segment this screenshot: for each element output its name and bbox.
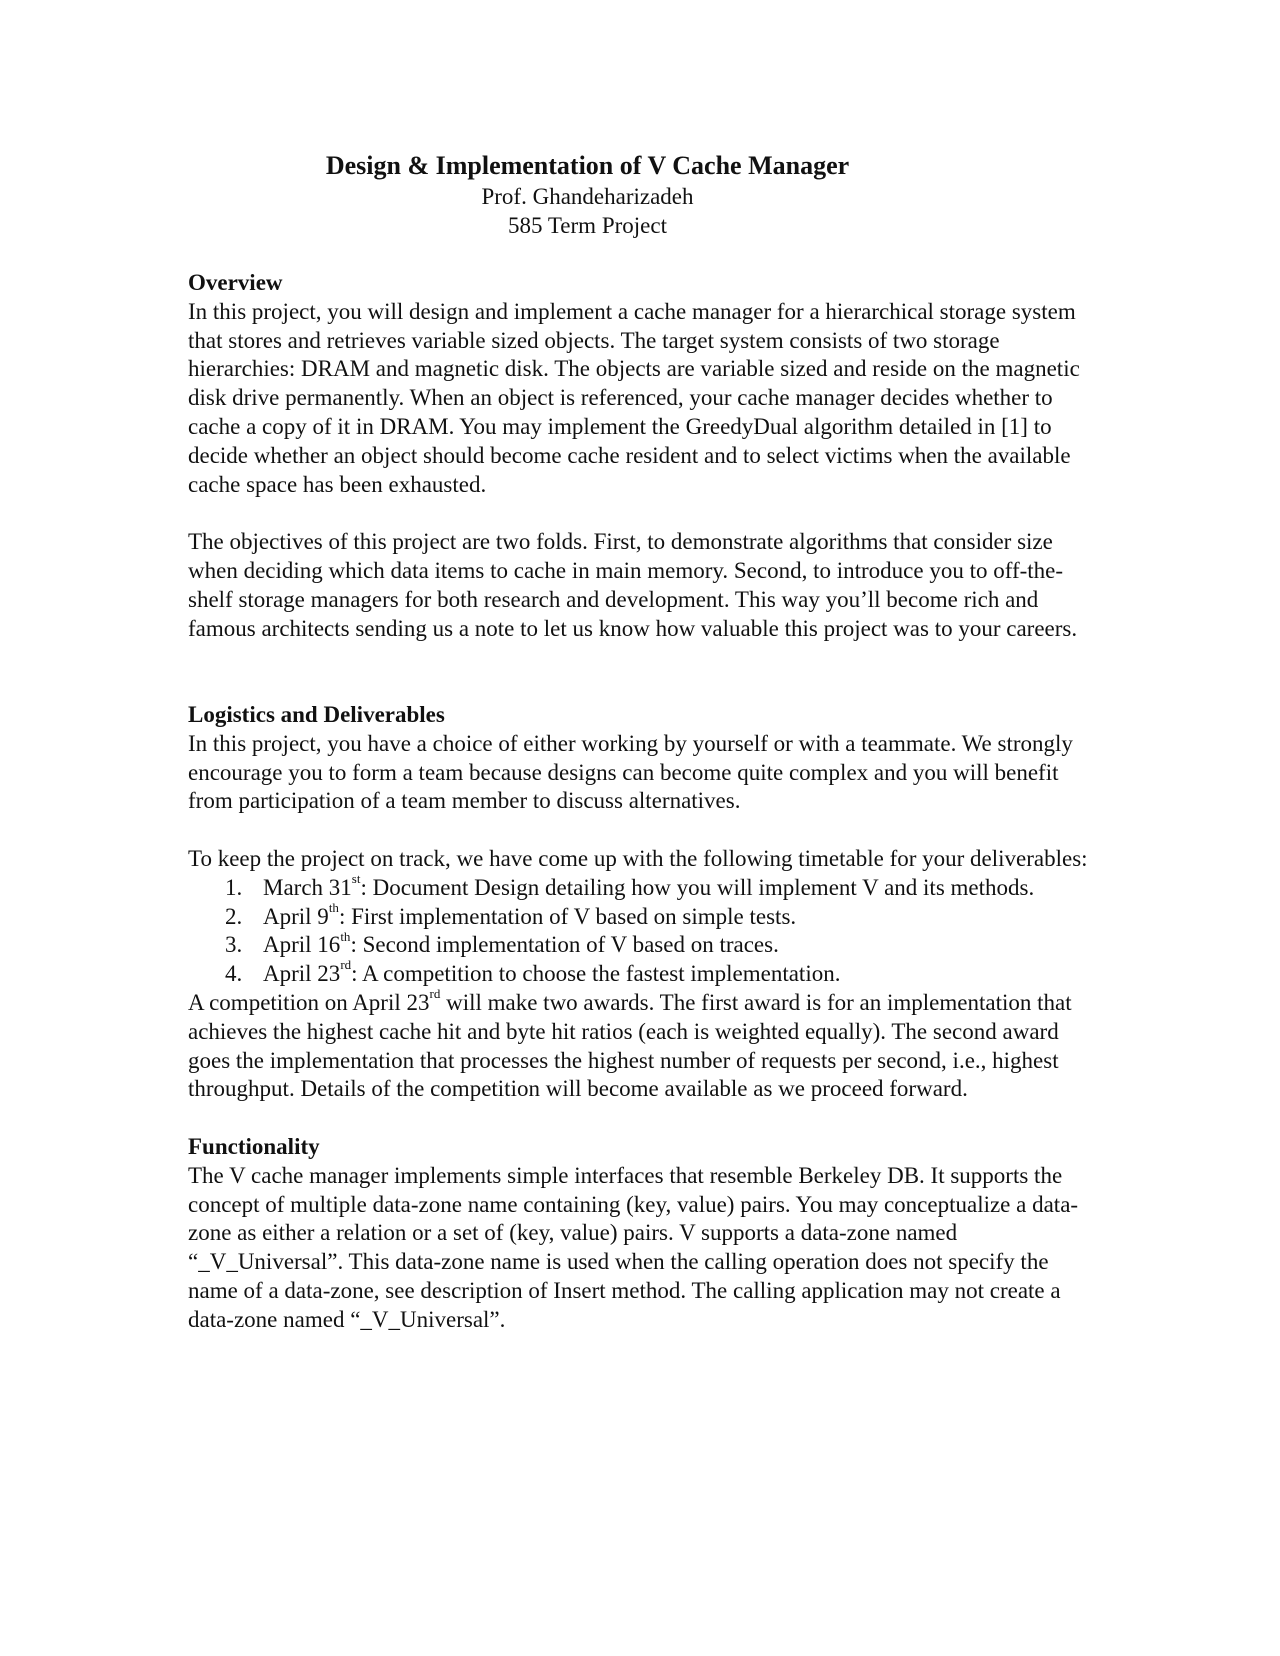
course-line: 585 Term Project: [508, 213, 667, 238]
list-item-ordinal: th: [328, 899, 339, 915]
author-line: Prof. Ghandeharizadeh: [481, 184, 694, 209]
competition-text-rest: will make two awards. The first award is for an implementation that achieves the highest cache hit and byte hit ratios (each is weighted equally). The second award goes the implementation that processes the highest number of requests per second, i.e., highest throughput. Details of the competition will become available as we proceed forward.: [188, 989, 1072, 1102]
body-column: [188, 269, 1093, 1334]
list-item-ordinal: st: [351, 871, 361, 887]
logistics-heading: Logistics and Deliverables: [188, 701, 445, 727]
title-block: [0, 150, 1175, 240]
list-item-ordinal: rd: [340, 957, 352, 973]
competition-ordinal: rd: [429, 986, 441, 1002]
list-item: [225, 928, 1093, 960]
overview-section: [188, 269, 1093, 643]
overview-paragraph-2: The objectives of this project are two folds. First, to demonstrate algorithms that consider size when deciding which data items to cache in main memory. Second, to introduce you to off-the-shelf storage managers for both research and development. This way you’ll become rich and famous architects sending us a note to let us know how valuable this project was to your careers.: [188, 529, 1078, 641]
list-item-date: April 9: [263, 903, 329, 929]
list-item: [225, 871, 1093, 903]
list-item-text: : First implementation of V based on simple tests.: [338, 903, 797, 929]
list-item-date: April 16: [263, 932, 341, 958]
competition-text-start: A competition on April 23: [188, 989, 430, 1015]
list-item: [225, 899, 1093, 932]
list-item-text: : A competition to choose the fastest implementation.: [351, 961, 841, 987]
overview-heading: Overview: [188, 270, 283, 295]
overview-paragraph-1: In this project, you will design and implement a cache manager for a hierarchical storage system that stores and retrieves variable sized objects. The target system consists of two storage hierarchies: DRAM and magnetic disk. The objects are variable sized and reside on the magnetic disk drive permanently. When an object is referenced, your cache manager decides whether to cache a copy of it in DRAM. You may implement the GreedyDual algorithm detailed in [1] to decide whether an object should become cache resident and to select victims when the available cache space has been exhausted.: [188, 298, 1080, 497]
functionality-section: [188, 1133, 1093, 1335]
competition-paragraph: [188, 986, 1093, 1104]
list-item-number: 2.: [225, 903, 243, 929]
list-item-text: : Second implementation of V based on traces.: [350, 932, 779, 958]
document-title: Design & Implementation of V Cache Manager: [325, 151, 850, 180]
list-item-number: 3.: [225, 932, 243, 958]
list-item-number: 4.: [225, 961, 243, 987]
list-item-ordinal: th: [340, 928, 351, 944]
functionality-heading: Functionality: [188, 1133, 320, 1159]
list-item-number: 1.: [225, 874, 243, 900]
logistics-section: [188, 701, 1093, 1104]
logistics-paragraph-1: In this project, you have a choice of either working by yourself or with a teammate. We strongly encourage you to form a team because designs can become quite complex and you will benefit from participation of a team member to discuss alternatives.: [188, 730, 1073, 814]
list-item: [225, 957, 1093, 989]
list-item-text: : Document Design detailing how you will implement V and its methods.: [360, 874, 1035, 900]
list-item-date: April 23: [263, 961, 341, 987]
timetable-intro: To keep the project on track, we have come up with the following timetable for your deliverables:: [188, 845, 1088, 871]
functionality-paragraph-1: The V cache manager implements simple interfaces that resemble Berkeley DB. It supports the concept of multiple data-zone name containing (key, value) pairs. You may conceptualize a data-zone as either a relation or a set of (key, value) pairs. V supports a data-zone named “_V_Universal”. This data-zone name is used when the calling operation does not specify the name of a data-zone, see description of Insert method. The calling application may not create a data-zone named “_V_Universal”.: [188, 1162, 1079, 1332]
deliverables-list: [188, 871, 1093, 989]
list-item-date: March 31: [263, 874, 352, 900]
